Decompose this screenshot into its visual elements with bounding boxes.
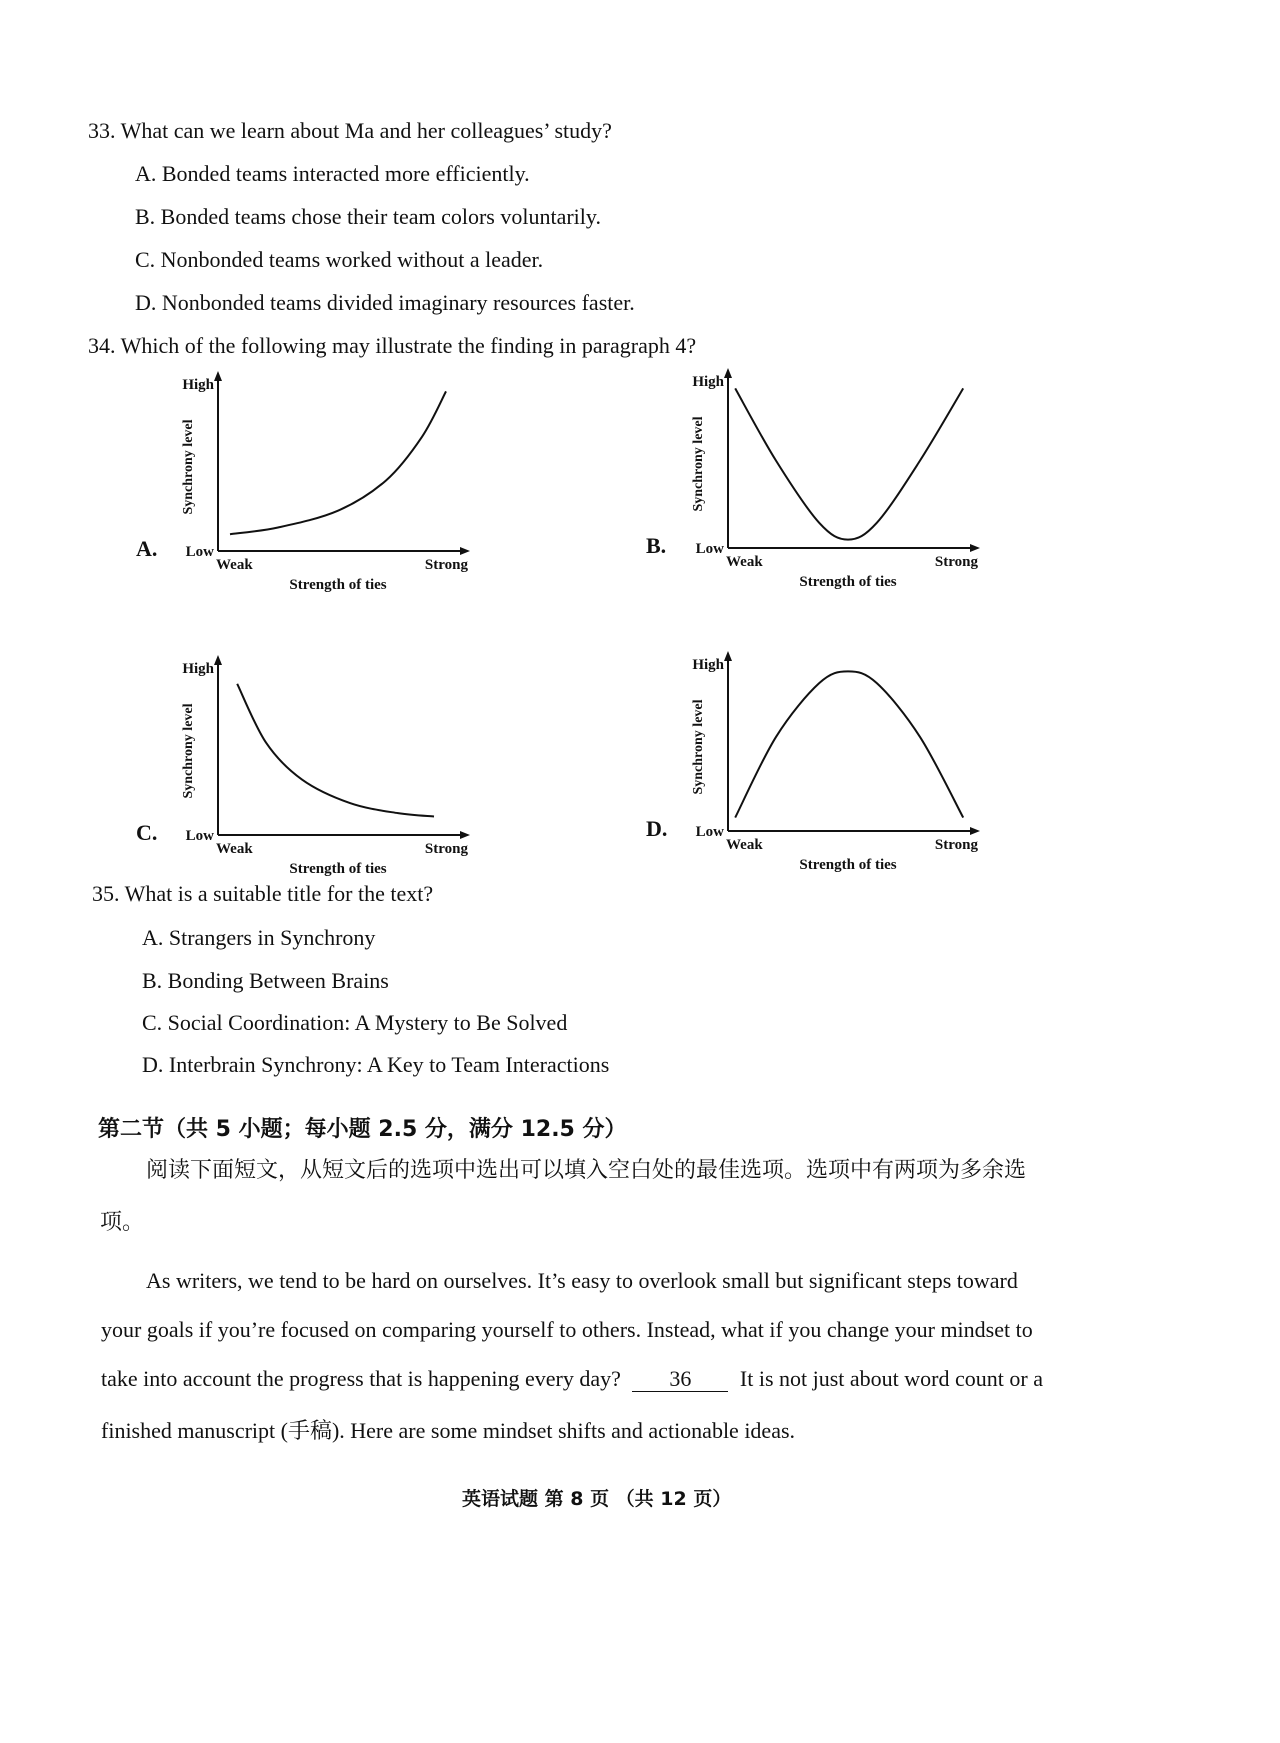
x-axis-arrow	[460, 547, 470, 555]
x-axis-arrow	[970, 827, 980, 835]
question-33-option-c: C. Nonbonded teams worked without a leader.	[135, 247, 544, 272]
chart-svg	[640, 648, 1020, 880]
y-axis-arrow	[724, 368, 732, 378]
chart-option-letter: B.	[646, 533, 667, 558]
series-line	[237, 684, 434, 817]
passage-line-3	[101, 1366, 1043, 1392]
x-axis-title: Strength of ties	[289, 577, 387, 593]
chart-svg	[640, 365, 1020, 597]
section-title: 第二节（共 5 小题；每小题 2.5 分，满分 12.5 分）	[98, 1117, 627, 1142]
y-tick-label: Low	[185, 544, 214, 560]
series-line	[735, 388, 963, 539]
page-footer: 英语试题 第 8 页 （共 12 页）	[462, 1488, 732, 1510]
x-axis-title: Strength of ties	[799, 857, 897, 873]
x-tick-label: Weak	[216, 557, 253, 573]
y-tick-label: Low	[185, 828, 214, 844]
question-35-option-d: D. Interbrain Synchrony: A Key to Team Interactions	[142, 1052, 610, 1077]
y-tick-label: Low	[695, 541, 724, 557]
x-tick-label: Strong	[934, 837, 978, 853]
x-tick-label: Strong	[934, 554, 978, 570]
y-axis-arrow	[214, 655, 222, 665]
question-35-option-a: A. Strangers in Synchrony	[142, 925, 376, 950]
x-tick-label: Weak	[216, 841, 253, 857]
passage-line-3-after: It is not just about word count or a	[739, 1366, 1043, 1391]
x-axis-title: Strength of ties	[289, 861, 387, 877]
passage-line-2: your goals if you’re focused on comparing yourself to others. Instead, what if you change your mindset to	[101, 1317, 1033, 1342]
instruction-line-1: 阅读下面短文，从短文后的选项中选出可以填入空白处的最佳选项。选项中有两项为多余选	[146, 1158, 1027, 1183]
x-tick-label: Weak	[726, 554, 763, 570]
question-33-option-a: A. Bonded teams interacted more efficiently.	[135, 161, 530, 186]
chart-svg	[130, 652, 510, 884]
chart-option-b	[640, 365, 1020, 597]
series-line	[735, 671, 963, 817]
chart-option-a	[130, 368, 510, 600]
passage-line-1: As writers, we tend to be hard on ourselves. It’s easy to overlook small but significant steps toward	[146, 1268, 1018, 1293]
question-33-option-d: D. Nonbonded teams divided imaginary resources faster.	[135, 290, 635, 315]
instruction-line-2: 项。	[100, 1210, 145, 1235]
y-axis-arrow	[724, 651, 732, 661]
x-axis-title: Strength of ties	[799, 574, 897, 590]
question-34-stem: 34. Which of the following may illustrate the finding in paragraph 4?	[88, 333, 697, 358]
chart-option-letter: D.	[646, 816, 668, 841]
x-axis-arrow	[460, 831, 470, 839]
question-35-option-b: B. Bonding Between Brains	[142, 968, 389, 993]
y-axis-title: Synchrony level	[691, 699, 706, 795]
chart-svg	[130, 368, 510, 600]
y-tick-label: High	[182, 661, 214, 677]
question-33-option-b: B. Bonded teams chose their team colors voluntarily.	[135, 204, 601, 229]
x-axis-arrow	[970, 544, 980, 552]
passage-line-4: finished manuscript (手稿). Here are some mindset shifts and actionable ideas.	[101, 1418, 796, 1443]
y-axis-arrow	[214, 371, 222, 381]
y-tick-label: High	[182, 377, 214, 393]
chart-option-c	[130, 652, 510, 884]
x-tick-label: Strong	[424, 841, 468, 857]
y-tick-label: High	[692, 657, 724, 673]
chart-option-letter: C.	[136, 820, 158, 845]
y-axis-title: Synchrony level	[691, 416, 706, 512]
question-35-option-c: C. Social Coordination: A Mystery to Be Solved	[142, 1010, 568, 1035]
x-tick-label: Strong	[424, 557, 468, 573]
y-tick-label: Low	[695, 824, 724, 840]
y-axis-title: Synchrony level	[181, 419, 196, 515]
series-line	[230, 391, 446, 534]
y-tick-label: High	[692, 374, 724, 390]
chart-option-d	[640, 648, 1020, 880]
y-axis-title: Synchrony level	[181, 703, 196, 799]
chart-option-letter: A.	[136, 536, 158, 561]
question-35-stem: 35. What is a suitable title for the text?	[92, 881, 434, 906]
question-33-stem: 33. What can we learn about Ma and her colleagues’ study?	[88, 118, 612, 143]
blank-36[interactable]: 36	[632, 1367, 728, 1392]
passage-line-3-before: take into account the progress that is happening every day?	[101, 1366, 621, 1391]
x-tick-label: Weak	[726, 837, 763, 853]
